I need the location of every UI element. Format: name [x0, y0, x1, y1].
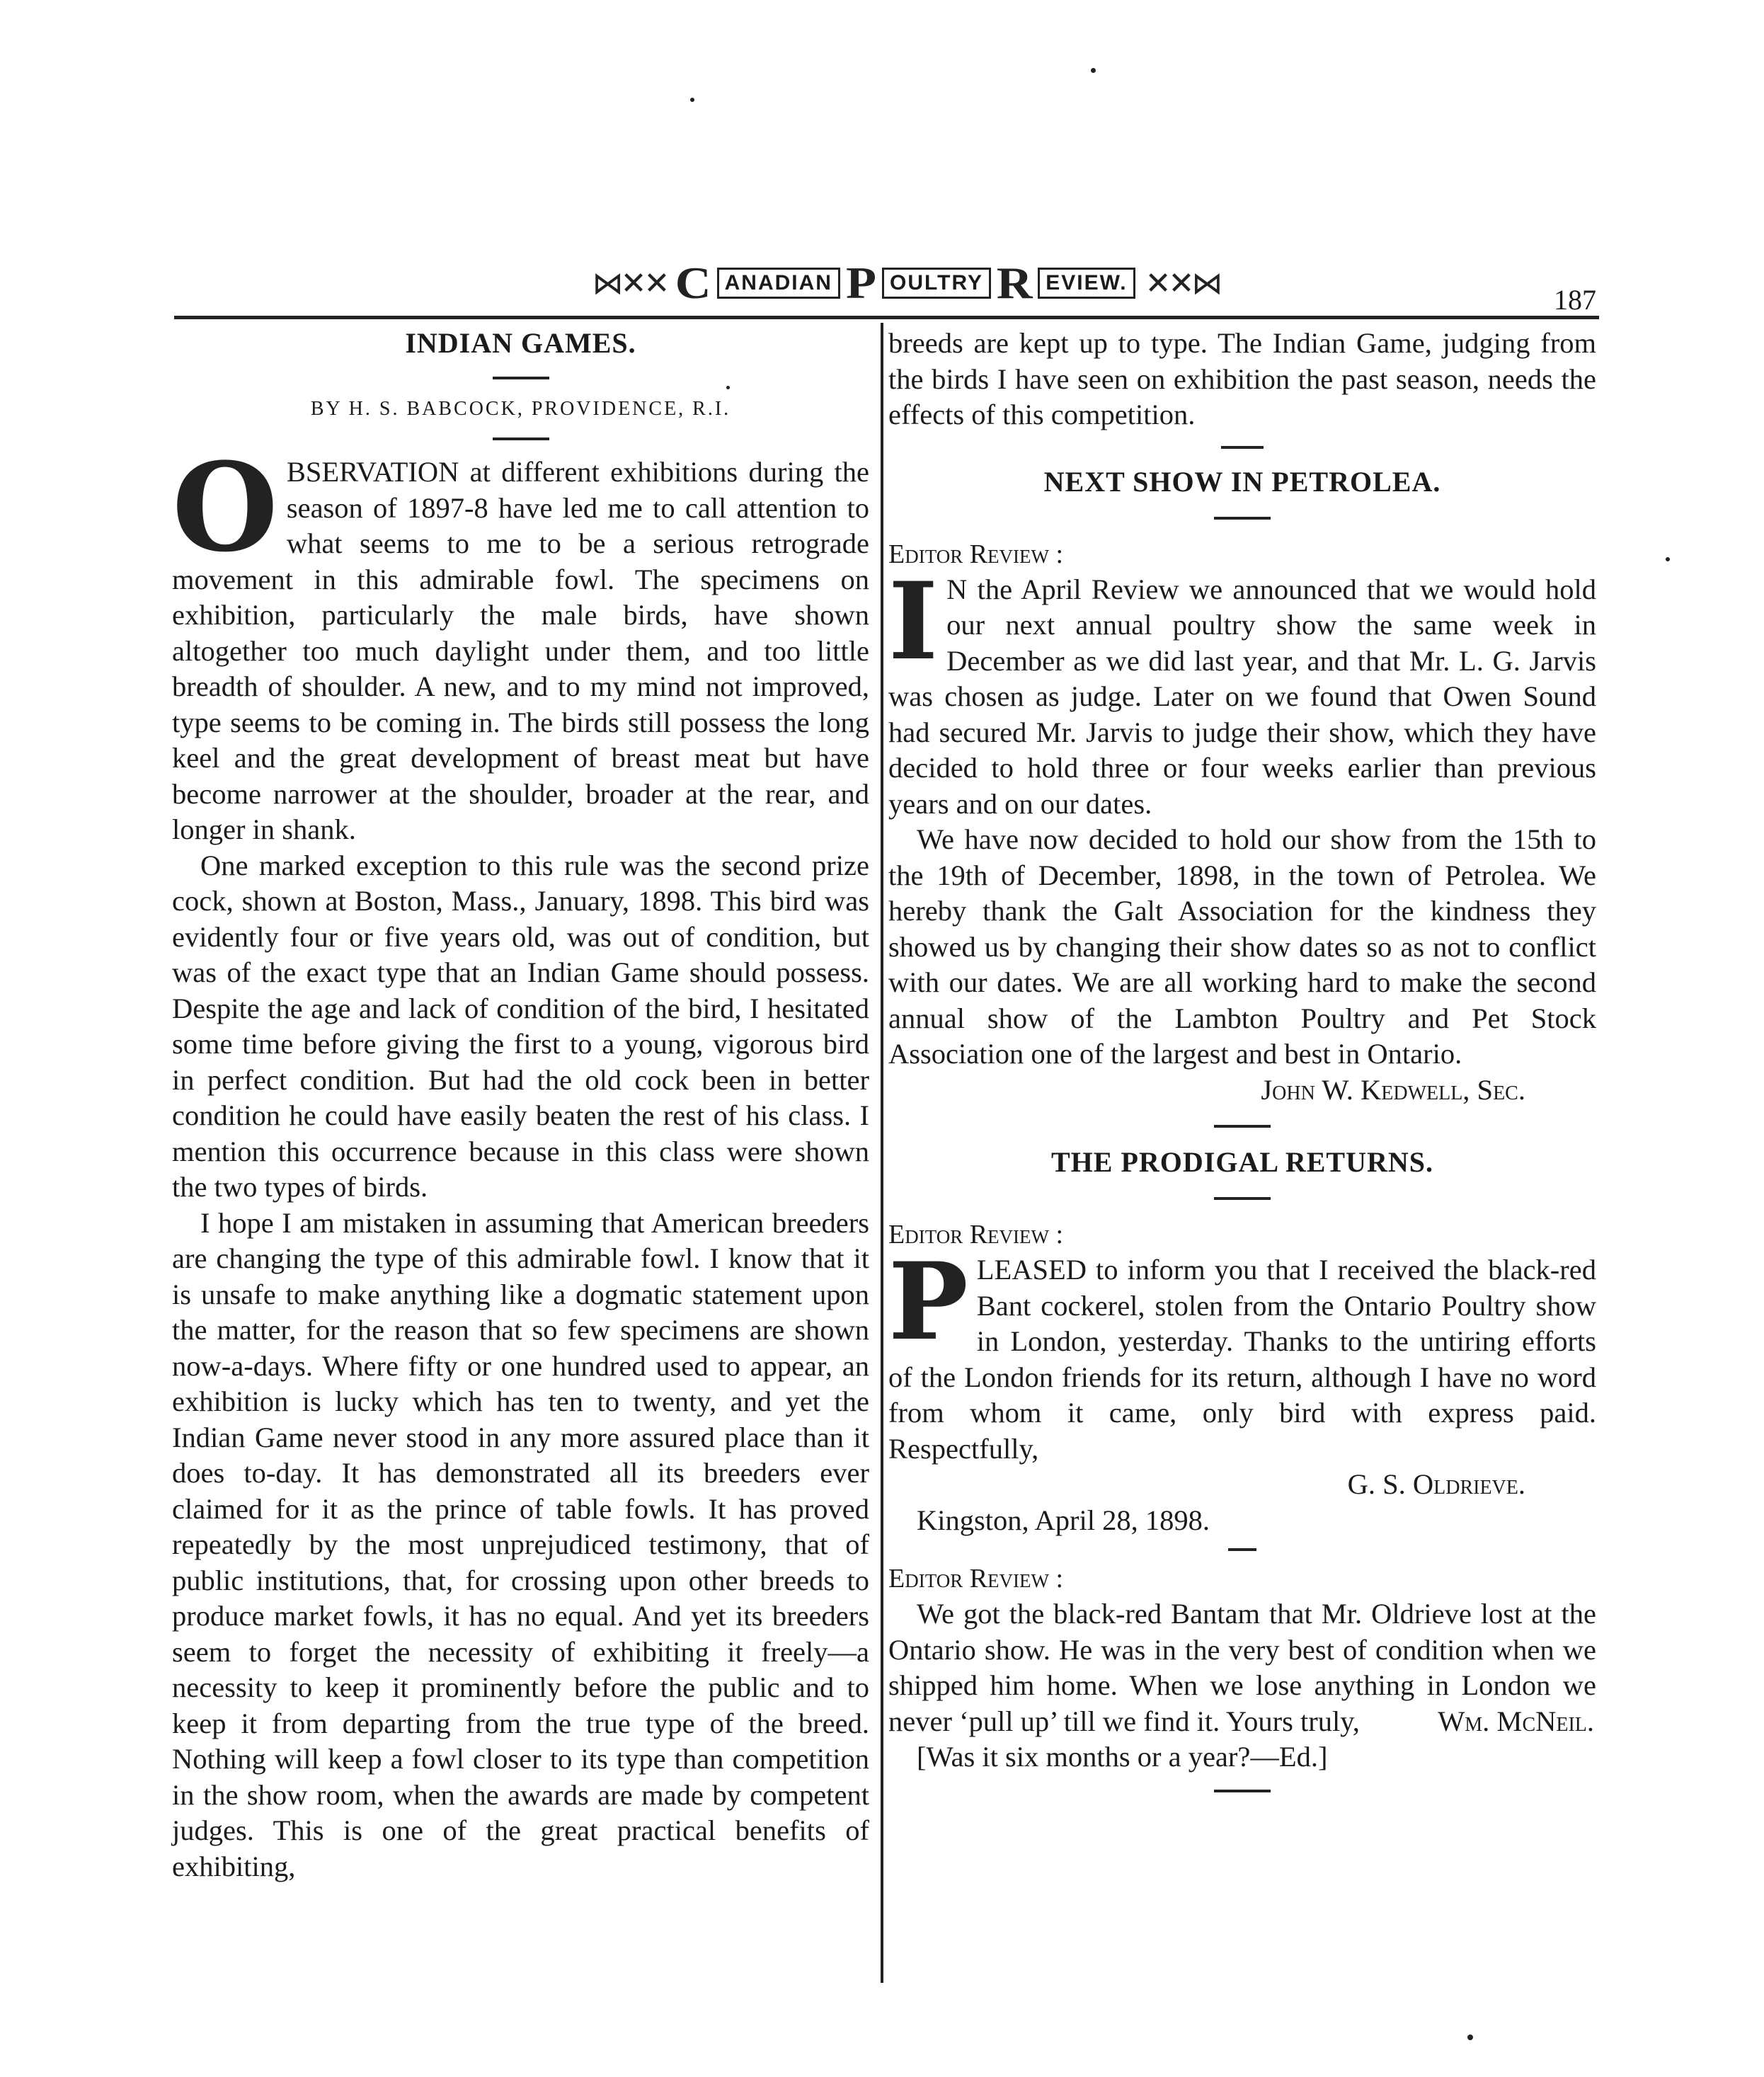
- paragraph-continued: breeds are kept up to type. The Indian Game, judging from the birds I have seen on exhibition the past season, needs the effects of this competition.: [888, 327, 1596, 430]
- masthead: [592, 255, 1220, 311]
- editor-review-label: Editor Review :: [888, 539, 1064, 569]
- separator: [1214, 1790, 1271, 1792]
- paragraph-hope: I hope I am mistaken in assuming that American breeders are changing the type of this admirable fowl. I know that it is unsafe to make anything like a dogmatic statement upon the matter, for the reason that so few specimens are shown now-a-days. Where fifty or one hundred used to appear, an exhibition is lucky which has ten to twenty, and yet the Indian Game never stood in any more assured place than it does to-day. It has demonstrated all its breeders ever claimed for it as the prince of table fowls. It has proved repeatedly by the most unprejudiced testimony, that of public institutions, that, for crossing upon other breeds to produce market fowls, it has no equal. And yet its breeders seem to forget the necessity of exhibiting it freely—a necessity to keep it prominently before the public and to keep it from departing from the true type of the breed. Nothing will keep a fowl closer to its type than competition in the show room, when the awards are made by competent judges. This is one of the great practical benefits of exhibiting,: [172, 1206, 869, 1882]
- print-speck: [690, 98, 694, 102]
- paragraph-exception: One marked exception to this rule was the second prize cock, shown at Boston, Mass., January, 1898. This bird was evidently four or five years old, was out of condition, but was of the exact type that an Indian Game should possess. Despite the age and lack of condition of the bird, I hesitated some time before giving the first to a young, vigorous bird in perfect condition. But had the old cock been in better condition he could have easily beaten the rest of his class. I mention this occurrence because in this class were shown the two types of birds.: [172, 849, 869, 1203]
- print-speck: [1091, 68, 1096, 73]
- separator: [1214, 517, 1271, 520]
- article-title-prodigal: THE PRODIGAL RETURNS.: [1051, 1146, 1433, 1178]
- paragraph-observation: [172, 435, 869, 848]
- paragraph-pleased: [888, 1240, 1596, 1467]
- editor-review-label: Editor Review :: [888, 1564, 1064, 1593]
- separator: [1221, 446, 1264, 449]
- print-speck: [1666, 557, 1670, 561]
- article-byline: BY H. S. BABCOCK, PROVIDENCE, R.I.: [310, 398, 731, 420]
- article-title-indian-games: INDIAN GAMES.: [405, 327, 636, 359]
- column-divider: [881, 323, 883, 1983]
- signature-mcneil: Wm. McNeil.: [1438, 1705, 1595, 1737]
- separator: [493, 437, 549, 440]
- masthead-capital-r: R: [996, 258, 1033, 308]
- masthead-word-oultry: OULTRY: [882, 268, 991, 299]
- right-column: [888, 326, 1596, 1807]
- article-title-petrolea: NEXT SHOW IN PETROLEA.: [1043, 465, 1441, 498]
- dropcap-p: P: [888, 1240, 968, 1364]
- lead-word: LEASED: [976, 1254, 1087, 1286]
- separator: [1214, 1197, 1271, 1200]
- paragraph-text: We got the black-red Bantam that Mr. Oldrieve lost at the Ontario show. He was in the very best of condition when we shipped him home. When we lose anything in London we never ‘pull up’ till we find it. Yours truly,: [888, 1598, 1596, 1737]
- masthead-capital-p: P: [845, 258, 876, 308]
- separator: [1214, 1125, 1271, 1128]
- dropcap-i: I: [888, 559, 939, 684]
- lead-word: BSERVATION: [286, 456, 459, 488]
- left-column: [172, 326, 869, 1884]
- editor-review-label: Editor Review :: [888, 1220, 1064, 1249]
- dateline-kingston: Kingston, April 28, 1898.: [917, 1504, 1210, 1536]
- masthead-capital-c: C: [675, 258, 711, 308]
- editor-note: [Was it six months or a year?—Ed.]: [917, 1741, 1328, 1773]
- signature-oldrieve: G. S. Oldrieve.: [1347, 1468, 1525, 1500]
- header-rule: [174, 316, 1599, 319]
- paragraph-text: to inform you that I received the black-red Bant cockerel, stolen from the Ontario Poultry show in London, yesterday. Thanks to the untiring efforts of the London friends for its return, although I have no word from whom it came, only bird with express paid. Respectfully,: [888, 1254, 1596, 1465]
- paragraph-text: at different exhibitions during the season of 1897-8 have led me to call attention to what seems to me to be a serious retrograde movement in this admirable fowl. The specimens on exhibition, particularly the male birds, have shown altogether too much daylight under them, and too little breadth of shoulder. A new, and to my mind not improved, type seems to be coming in. The birds still possess the long keel and the great development of breast meat but have become narrower at the shoulder, broader at the rear, and longer in shank.: [172, 456, 869, 845]
- dropcap-o: O: [172, 435, 278, 579]
- ornament-right: ✕✕⋈: [1145, 265, 1220, 301]
- separator: [493, 377, 549, 379]
- paragraph-mcneil: [888, 1596, 1596, 1739]
- signature-kedwell: John W. Kedwell, Sec.: [1261, 1073, 1525, 1106]
- ornament-left: ⋈✕✕: [592, 265, 668, 301]
- page-number: 187: [1554, 284, 1596, 316]
- masthead-title: [675, 258, 1135, 308]
- masthead-word-anadian: ANADIAN: [717, 268, 840, 299]
- paragraph-text: N the April Review we announced that we would hold our next annual poultry show the same week in December as we did last year, and that Mr. L. G. Jarvis was chosen as judge. Later on we found that Owen Sound had secured Mr. Jarvis to judge their show, which they have decided to hold three or four weeks earlier than previous years and on our dates.: [888, 573, 1596, 820]
- print-speck: [1467, 2035, 1473, 2040]
- paragraph-show-dates: We have now decided to hold our show from the 15th to the 19th of December, 1898, in the town of Petrolea. We hereby thank the Galt Association for the kindness they showed us by changing their show dates so as not to conflict with our dates. We are all working hard to make the second annual show of the Lambton Poultry and Pet Stock Association one of the largest and best in Ontario.: [888, 823, 1596, 1070]
- paragraph-april-review: [888, 559, 1596, 823]
- masthead-word-eview: EVIEW.: [1038, 268, 1135, 299]
- separator: [1228, 1548, 1256, 1551]
